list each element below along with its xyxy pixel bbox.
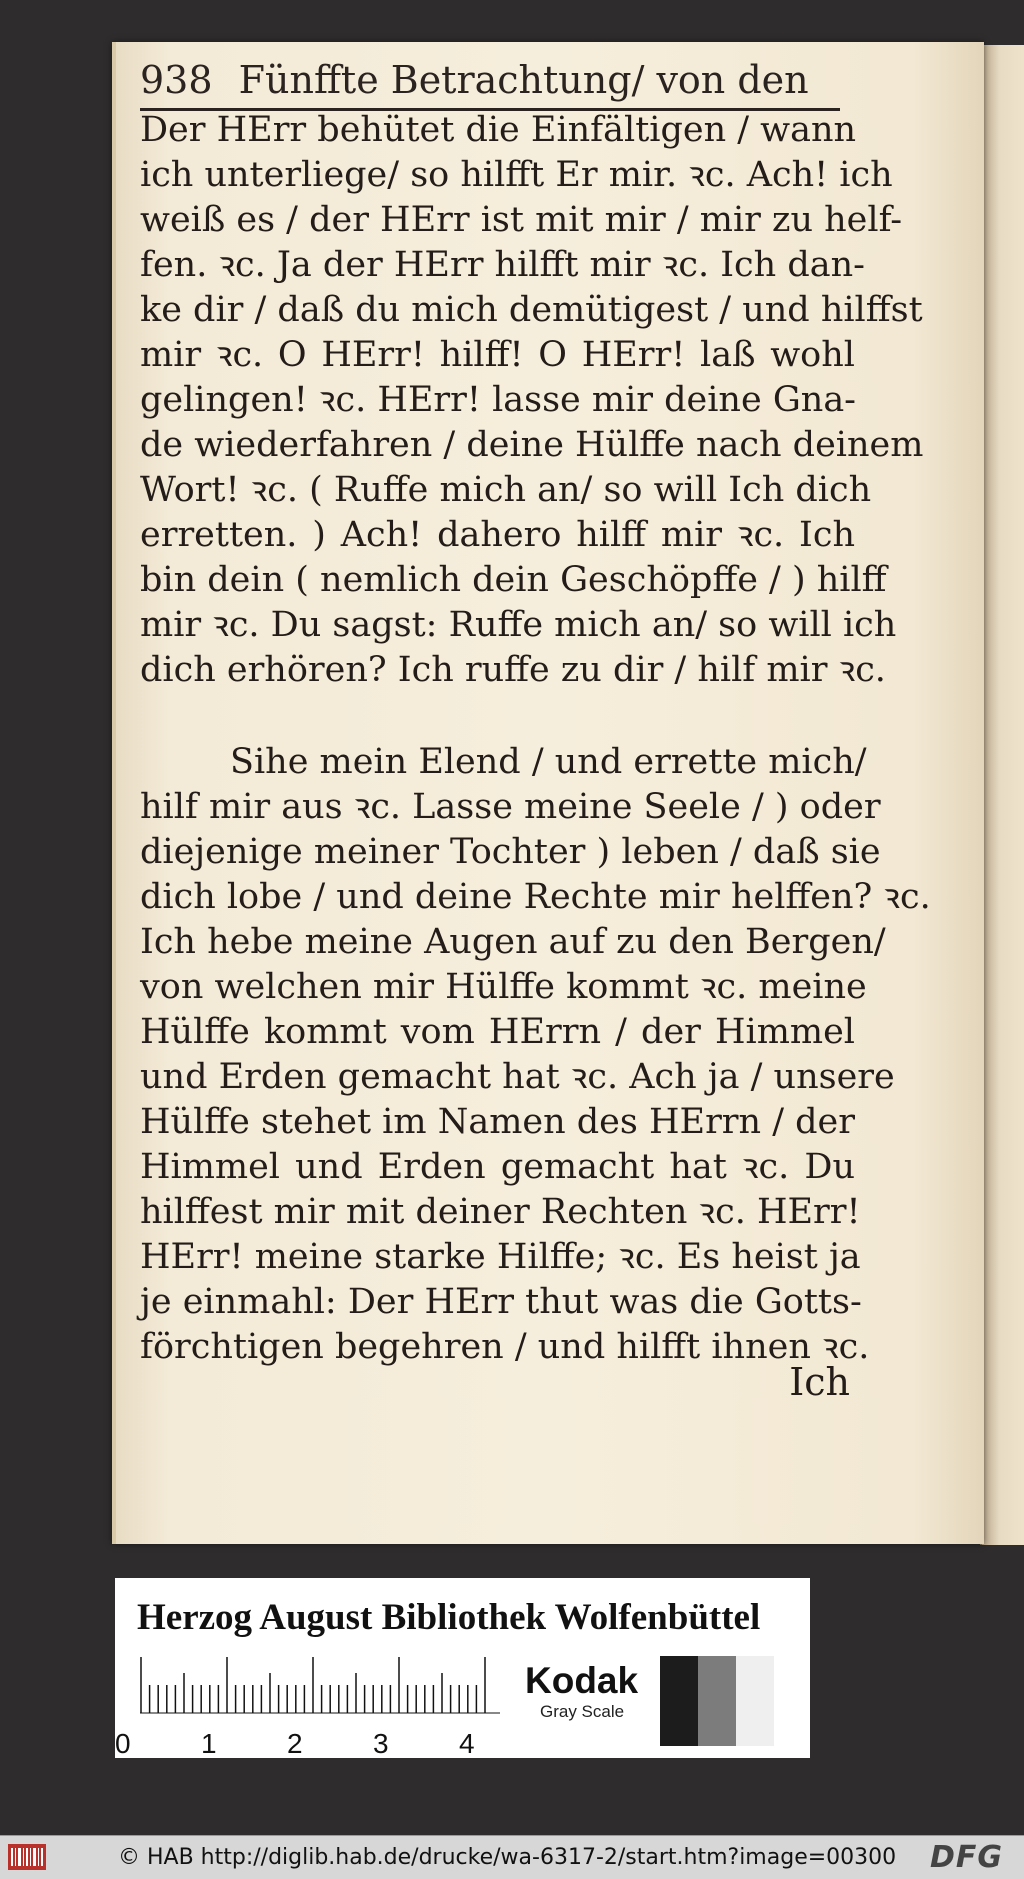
text-line: hilf mir aus ꝛc. Lasse meine Seele / ) oder	[140, 787, 881, 827]
text-line: fen. ꝛc. Ja der HErr hilfft mir ꝛc. Ich dan-	[140, 245, 865, 285]
ruler-icon	[140, 1656, 500, 1714]
copyright-url[interactable]: © HAB http://diglib.hab.de/drucke/wa-6317-2/start.htm?image=00300	[118, 1845, 897, 1870]
paragraph-1	[140, 108, 924, 693]
text-line: Ich hebe meine Augen auf zu den Bergen/	[140, 922, 886, 962]
dfg-logo: DFG	[930, 1840, 1004, 1875]
text-line: von welchen mir Hülffe kommt ꝛc. meine	[140, 967, 867, 1007]
text-line: ich unterliege/ so hilfft Er mir. ꝛc. Ach! ich	[140, 155, 893, 195]
text-line: mir ꝛc. O HErr! hilff! O HErr! laß wohl	[140, 335, 855, 375]
text-line: weiß es / der HErr ist mit mir / mir zu helf-	[140, 200, 903, 240]
catchword: Ich	[789, 1360, 850, 1404]
text-line: Hülffe stehet im Namen des HErrn / der	[140, 1102, 855, 1142]
color-calibration-plate	[115, 1578, 810, 1758]
text-line: förchtigen begehren / und hilfft ihnen ꝛc.	[140, 1327, 870, 1367]
ruler-number: 1	[201, 1728, 217, 1759]
text-line: ke dir / daß du mich demütigest / und hilffst	[140, 290, 923, 330]
text-line: je einmahl: Der HErr thut was die Gotts-	[140, 1282, 862, 1322]
gray-swatch-light	[736, 1656, 774, 1746]
text-line: Sihe mein Elend / und errette mich/	[230, 742, 867, 782]
running-title: Fünffte Betrachtung/ von den	[238, 58, 809, 102]
gray-swatch-dark	[660, 1656, 698, 1746]
text-line: Der HErr behütet die Einfältigen / wann	[140, 110, 857, 150]
text-line: diejenige meiner Tochter ) leben / daß sie	[140, 832, 881, 872]
text-line: de wiederfahren / deine Hülffe nach deinem	[140, 425, 924, 465]
paragraph-2	[140, 740, 931, 1370]
library-barcode-icon	[8, 1844, 46, 1870]
page-number: 938	[140, 58, 213, 102]
kodak-brand: Kodak	[525, 1660, 639, 1701]
library-title: Herzog August Bibliothek Wolfenbüttel	[137, 1597, 761, 1638]
text-line: HErr! meine starke Hilffe; ꝛc. Es heist ja	[140, 1237, 861, 1277]
text-line: dich erhören? Ich ruffe zu dir / hilf mir ꝛc.	[140, 650, 886, 690]
text-line: dich lobe / und deine Rechte mir helffen? ꝛc.	[140, 877, 931, 917]
text-line: gelingen! ꝛc. HErr! lasse mir deine Gna-	[140, 380, 857, 420]
ruler-number: 2	[287, 1728, 303, 1759]
text-line: hilffest mir mit deiner Rechten ꝛc. HErr!	[140, 1192, 861, 1232]
text-line: Himmel und Erden gemacht hat ꝛc. Du	[140, 1147, 855, 1187]
ruler-number: 3	[373, 1728, 389, 1759]
ruler-number: 4	[459, 1728, 475, 1759]
text-line: erretten. ) Ach! dahero hilff mir ꝛc. Ich	[140, 515, 855, 555]
text-line: bin dein ( nemlich dein Geschöpffe / ) hilff	[140, 560, 887, 600]
text-line: und Erden gemacht hat ꝛc. Ach ja / unsere	[140, 1057, 895, 1097]
ruler-number: 0	[115, 1728, 131, 1759]
text-line: Wort! ꝛc. ( Ruffe mich an/ so will Ich dich	[140, 470, 872, 510]
next-page-edge	[980, 45, 1024, 1545]
text-line: mir ꝛc. Du sagst: Ruffe mich an/ so will ich	[140, 605, 897, 645]
gray-swatch-mid	[698, 1656, 736, 1746]
text-line: Hülffe kommt vom HErrn / der Himmel	[140, 1012, 855, 1052]
gray-scale-label: Gray Scale	[540, 1702, 625, 1721]
viewer-footer	[0, 1835, 1024, 1879]
